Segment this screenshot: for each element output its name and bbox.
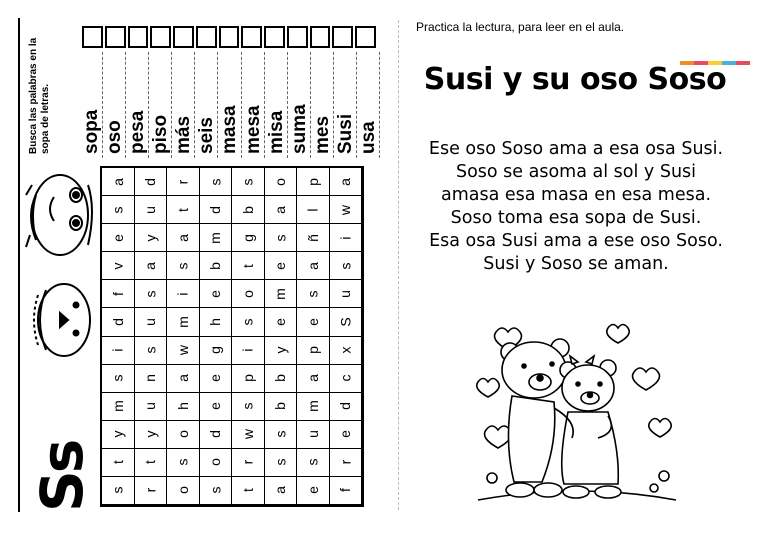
word-item <box>311 52 334 158</box>
grid-cell[interactable] <box>232 224 265 252</box>
grid-letter: e <box>337 430 354 439</box>
grid-letter: s <box>272 234 289 242</box>
grid-letter: s <box>174 458 191 466</box>
story-title: Susi y su oso Soso <box>423 62 727 97</box>
grid-cell[interactable] <box>200 393 233 421</box>
grid-cell[interactable] <box>265 477 298 505</box>
grid-letter: p <box>304 177 321 186</box>
grid-letter: d <box>142 177 159 186</box>
grid-cell[interactable] <box>200 280 233 308</box>
grid-letter: m <box>272 288 289 300</box>
grid-cell[interactable] <box>265 449 298 477</box>
grid-letter: n <box>142 374 159 383</box>
grid-cell[interactable] <box>167 252 200 280</box>
grid-letter: i <box>337 236 354 240</box>
word-checkbox[interactable] <box>310 26 331 48</box>
grid-letter: a <box>109 177 126 186</box>
grid-letter: e <box>304 318 321 326</box>
grid-letter: m <box>109 400 126 413</box>
word-checkbox[interactable] <box>150 26 171 48</box>
word-label: más <box>173 115 195 154</box>
grid-cell[interactable] <box>167 449 200 477</box>
grid-letter: d <box>337 402 354 411</box>
grid-cell[interactable] <box>265 196 298 224</box>
grid-letter: v <box>109 262 126 270</box>
grid-letter: e <box>207 402 224 411</box>
grid-letter: p <box>239 374 256 383</box>
grid-letter: d <box>207 205 224 214</box>
grid-letter: s <box>109 206 126 214</box>
grid-letter: s <box>109 374 126 382</box>
letter-text: Ss <box>28 441 96 512</box>
grid-letter: w <box>174 344 191 356</box>
grid-cell[interactable] <box>232 421 265 449</box>
grid-letter: e <box>109 233 126 242</box>
grid-cell[interactable] <box>135 421 168 449</box>
word-item <box>126 52 149 158</box>
grid-letter: a <box>337 177 354 186</box>
grid-letter: a <box>174 233 191 242</box>
grid-cell[interactable] <box>330 449 363 477</box>
story-line: Ese oso Soso ama a esa osa Susi. <box>428 139 724 159</box>
grid-letter: m <box>174 316 191 328</box>
grid-cell[interactable] <box>330 477 363 505</box>
grid-letter: t <box>239 263 256 268</box>
grid-letter: d <box>109 318 126 326</box>
grid-cell[interactable] <box>330 280 363 308</box>
grid-letter: y <box>142 234 159 242</box>
grid-cell[interactable] <box>297 252 330 280</box>
grid-letter: s <box>142 290 159 298</box>
grid-letter: r <box>174 179 191 184</box>
grid-cell[interactable] <box>102 196 135 224</box>
grid-cell[interactable] <box>297 365 330 393</box>
grid-letter: t <box>109 460 126 465</box>
grid-letter: o <box>207 458 224 467</box>
word-label: oso <box>104 120 126 154</box>
grid-cell[interactable] <box>330 168 363 196</box>
grid-cell[interactable] <box>102 280 135 308</box>
word-label: usa <box>357 121 379 154</box>
grid-letter: o <box>174 486 191 495</box>
grid-letter: ñ <box>304 233 321 242</box>
grid-cell[interactable] <box>200 365 233 393</box>
word-label: Susi <box>334 113 356 154</box>
checkbox-row <box>82 26 378 48</box>
grid-cell[interactable] <box>102 252 135 280</box>
grid-letter: w <box>239 429 256 440</box>
word-item <box>195 52 218 158</box>
grid-letter: a <box>304 261 321 270</box>
grid-letter: u <box>304 430 321 439</box>
grid-cell[interactable] <box>265 421 298 449</box>
grid-cell[interactable] <box>135 393 168 421</box>
grid-letter: i <box>109 348 126 352</box>
word-item <box>172 52 195 158</box>
story-line: Soso toma esa sopa de Susi. <box>450 208 702 228</box>
grid-cell[interactable] <box>167 168 200 196</box>
grid-letter: t <box>174 207 191 212</box>
word-item <box>265 52 288 158</box>
grid-letter: u <box>142 205 159 214</box>
grid-cell[interactable] <box>330 224 363 252</box>
grid-cell[interactable] <box>265 168 298 196</box>
word-item <box>149 52 172 158</box>
grid-letter: c <box>337 374 354 382</box>
grid-cell[interactable] <box>200 308 233 336</box>
word-checkbox[interactable] <box>355 26 376 48</box>
grid-letter: f <box>337 488 354 493</box>
grid-cell[interactable] <box>200 337 233 365</box>
grid-cell[interactable] <box>167 224 200 252</box>
grid-cell[interactable] <box>167 308 200 336</box>
grid-cell[interactable] <box>232 449 265 477</box>
grid-cell[interactable] <box>102 365 135 393</box>
grid-cell[interactable] <box>297 224 330 252</box>
word-label: suma <box>288 104 310 154</box>
grid-cell[interactable] <box>102 224 135 252</box>
grid-cell[interactable] <box>200 421 233 449</box>
grid-letter: w <box>337 204 354 215</box>
word-checkbox[interactable] <box>128 26 149 48</box>
grid-letter: s <box>174 262 191 270</box>
word-item <box>103 52 126 158</box>
grid-cell[interactable] <box>330 365 363 393</box>
grid-cell[interactable] <box>200 196 233 224</box>
grid-cell[interactable] <box>102 393 135 421</box>
grid-cell[interactable] <box>135 449 168 477</box>
grid-cell[interactable] <box>200 477 233 505</box>
grid-cell[interactable] <box>297 280 330 308</box>
grid-letter: s <box>239 178 256 186</box>
grid-cell[interactable] <box>232 365 265 393</box>
grid-letter: S <box>337 317 354 327</box>
grid-letter: u <box>142 318 159 326</box>
grid-letter: b <box>272 374 289 383</box>
word-label: seis <box>196 117 218 154</box>
grid-letter: s <box>304 458 321 466</box>
grid-cell[interactable] <box>297 421 330 449</box>
story-line: amasa esa masa en esa mesa. <box>440 185 712 205</box>
grid-letter: y <box>109 430 126 438</box>
grid-letter: a <box>174 374 191 383</box>
grid-cell[interactable] <box>265 252 298 280</box>
grid-letter: a <box>272 486 289 495</box>
instruction-text: Busca las palabras en la sopa de letras. <box>28 37 51 154</box>
grid-letter: s <box>207 178 224 186</box>
instruction <box>28 24 64 154</box>
grid-cell[interactable] <box>135 280 168 308</box>
word-label: sopa <box>81 109 102 154</box>
grid-cell[interactable] <box>167 393 200 421</box>
grid-cell[interactable] <box>297 449 330 477</box>
grid-letter: d <box>207 430 224 439</box>
grid-cell[interactable] <box>135 477 168 505</box>
grid-letter: b <box>207 261 224 270</box>
grid-letter: b <box>272 402 289 411</box>
word-checkbox[interactable] <box>173 26 194 48</box>
grid-cell[interactable] <box>102 449 135 477</box>
grid-cell[interactable] <box>232 393 265 421</box>
reading-note: Practica la lectura, para leer en el aula. <box>416 20 625 34</box>
grid-cell[interactable] <box>200 449 233 477</box>
girl-and-boy-icon <box>24 165 100 395</box>
word-checkbox[interactable] <box>219 26 240 48</box>
grid-cell[interactable] <box>200 168 233 196</box>
grid-letter: b <box>239 205 256 214</box>
grid-letter: m <box>207 231 224 244</box>
grid-letter: l <box>304 208 321 212</box>
grid-cell[interactable] <box>265 280 298 308</box>
word-item <box>288 52 311 158</box>
grid-letter: s <box>142 346 159 354</box>
grid-cell[interactable] <box>167 280 200 308</box>
grid-cell[interactable] <box>102 477 135 505</box>
grid-cell[interactable] <box>135 337 168 365</box>
grid-letter: o <box>174 430 191 439</box>
grid-letter: e <box>272 261 289 270</box>
grid-cell[interactable] <box>232 168 265 196</box>
grid-cell[interactable] <box>265 337 298 365</box>
grid-letter: s <box>109 486 126 494</box>
grid-letter: s <box>272 458 289 466</box>
grid-cell[interactable] <box>297 196 330 224</box>
grid-cell[interactable] <box>102 421 135 449</box>
grid-letter: s <box>239 318 256 326</box>
grid-letter: o <box>272 177 289 186</box>
grid-cell[interactable] <box>167 421 200 449</box>
grid-letter: s <box>304 290 321 298</box>
grid-letter: r <box>142 488 159 493</box>
grid-cell[interactable] <box>265 365 298 393</box>
grid-cell[interactable] <box>135 308 168 336</box>
story-line: Esa osa Susi ama a ese oso Soso. <box>429 231 723 251</box>
grid-letter: e <box>304 486 321 495</box>
grid-cell[interactable] <box>135 196 168 224</box>
grid-cell[interactable] <box>330 308 363 336</box>
grid-cell[interactable] <box>200 252 233 280</box>
grid-letter: s <box>207 486 224 494</box>
word-search-grid <box>100 166 364 507</box>
grid-cell[interactable] <box>167 196 200 224</box>
grid-letter: a <box>142 261 159 270</box>
word-checkbox[interactable] <box>264 26 285 48</box>
grid-letter: i <box>239 348 256 352</box>
grid-letter: h <box>207 318 224 326</box>
grid-letter: u <box>337 289 354 298</box>
grid-cell[interactable] <box>232 308 265 336</box>
grid-letter: f <box>109 291 126 296</box>
left-border <box>18 18 20 512</box>
grid-letter: g <box>239 233 256 242</box>
grid-cell[interactable] <box>232 252 265 280</box>
grid-letter: e <box>207 374 224 383</box>
grid-letter: s <box>337 262 354 270</box>
grid-cell[interactable] <box>265 393 298 421</box>
grid-letter: s <box>272 430 289 438</box>
grid-cell[interactable] <box>330 252 363 280</box>
grid-cell[interactable] <box>135 224 168 252</box>
grid-letter: e <box>207 289 224 298</box>
word-item <box>218 52 241 158</box>
grid-letter: t <box>239 488 256 493</box>
grid-cell[interactable] <box>297 337 330 365</box>
grid-letter: a <box>304 374 321 383</box>
story-text <box>398 138 754 276</box>
word-label: piso <box>150 114 172 154</box>
grid-letter: m <box>304 400 321 413</box>
grid-cell[interactable] <box>265 308 298 336</box>
grid-letter: a <box>272 205 289 214</box>
grid-letter: h <box>174 402 191 411</box>
word-checkbox[interactable] <box>82 26 103 48</box>
grid-letter: p <box>304 346 321 354</box>
grid-letter: t <box>142 460 159 465</box>
word-checkbox[interactable] <box>196 26 217 48</box>
word-item <box>357 52 380 158</box>
grid-cell[interactable] <box>330 196 363 224</box>
grid-cell[interactable] <box>135 252 168 280</box>
grid-cell[interactable] <box>265 224 298 252</box>
word-label: mes <box>311 115 333 154</box>
story-line: Susi y Soso se aman. <box>483 254 669 274</box>
grid-cell[interactable] <box>330 421 363 449</box>
word-label: misa <box>265 110 287 154</box>
grid-cell[interactable] <box>167 477 200 505</box>
word-checkbox[interactable] <box>241 26 262 48</box>
word-label: pesa <box>127 110 149 154</box>
grid-cell[interactable] <box>167 337 200 365</box>
grid-cell[interactable] <box>330 337 363 365</box>
grid-cell[interactable] <box>232 337 265 365</box>
grid-letter: o <box>239 289 256 298</box>
grid-cell[interactable] <box>297 477 330 505</box>
letter-heading <box>26 420 98 512</box>
grid-cell[interactable] <box>102 308 135 336</box>
grid-letter: y <box>142 430 159 438</box>
grid-letter: y <box>272 346 289 354</box>
word-item <box>242 52 265 158</box>
grid-letter: u <box>142 402 159 411</box>
grid-cell[interactable] <box>167 365 200 393</box>
word-label: masa <box>219 105 241 154</box>
grid-letter: g <box>207 346 224 354</box>
story-line: Soso se asoma al sol y Susi <box>455 162 697 182</box>
grid-cell[interactable] <box>297 393 330 421</box>
grid-cell[interactable] <box>330 393 363 421</box>
grid-cell[interactable] <box>102 168 135 196</box>
word-checkbox[interactable] <box>332 26 353 48</box>
grid-cell[interactable] <box>135 365 168 393</box>
word-list <box>80 52 380 158</box>
word-item <box>80 52 103 158</box>
grid-cell[interactable] <box>297 168 330 196</box>
word-checkbox[interactable] <box>287 26 308 48</box>
bear-couple-icon <box>468 312 686 514</box>
grid-cell[interactable] <box>200 224 233 252</box>
grid-letter: x <box>337 346 354 354</box>
word-checkbox[interactable] <box>105 26 126 48</box>
word-item <box>334 52 357 158</box>
grid-cell[interactable] <box>232 477 265 505</box>
grid-cell[interactable] <box>297 308 330 336</box>
word-label: mesa <box>242 105 264 154</box>
grid-cell[interactable] <box>102 337 135 365</box>
grid-letter: i <box>174 292 191 296</box>
grid-cell[interactable] <box>232 196 265 224</box>
grid-letter: r <box>239 460 256 465</box>
grid-cell[interactable] <box>135 168 168 196</box>
grid-letter: s <box>239 402 256 410</box>
grid-letter: r <box>337 460 354 465</box>
grid-letter: e <box>272 318 289 326</box>
grid-cell[interactable] <box>232 280 265 308</box>
